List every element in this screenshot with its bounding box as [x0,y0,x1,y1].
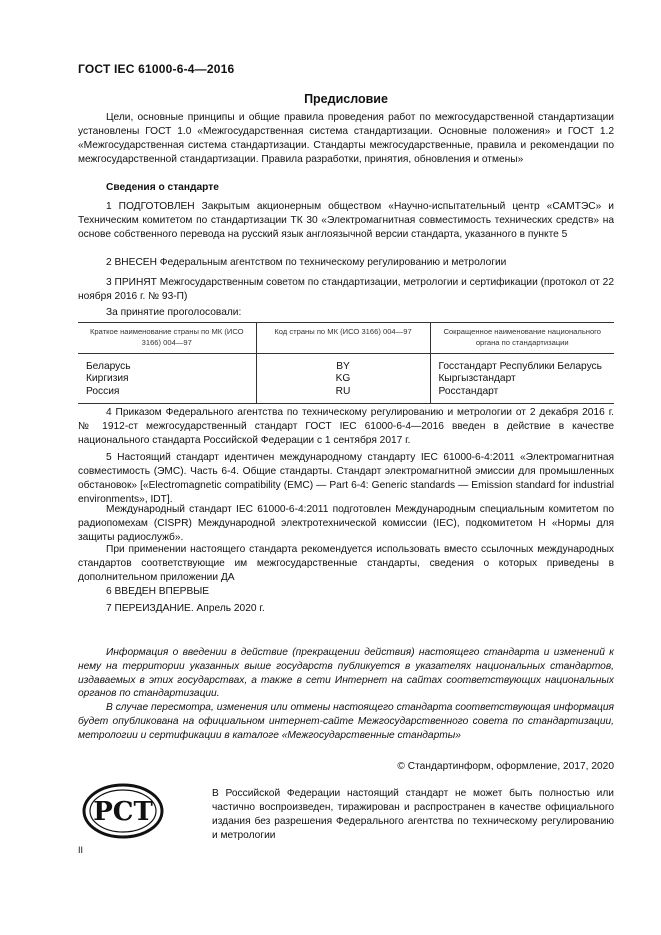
table-cell-body: Росстандарт [438,385,499,397]
logo-text: РСТ [93,797,153,827]
item-4-order: 4 Приказом Федерального агентства по техническому регулированию и метрологии от 2 декабря 2016 г. № 1912-ст межгосударственный стандарт ГОСТ IEC 61000-6-4—2016 введен в действие в качестве национального стандарта Российской Федерации с 1 сентября 2017 г. [78,407,614,446]
table-cell-country: Беларусь [86,361,131,372]
table-row [78,354,614,404]
item-2-introduced: 2 ВНЕСЕН Федеральным агентством по техническому регулированию и метрологии [106,257,507,268]
item-5-prepared-by: Международный стандарт IEC 61000-6-4:2011 подготовлен Международным специальным комитетом по радиопомехам (CISPR) Международной электротехнической комиссии (IEC), подкомитетом H «Нормы для защиты радиослужб». [78,504,614,543]
page-title: Предисловие [304,92,388,106]
table-cell-body: Госстандарт Республики Беларусь [438,361,602,372]
voted-label: За принятие проголосовали: [106,307,242,318]
item-1-prepared: 1 ПОДГОТОВЛЕН Закрытым акционерным обществом «Научно-испытательный центр «САМТЭС» и Техническим комитетом по стандартизации ТК 30 «Электромагнитная совместимость технических средств» на основе собственного перевода на русский язык англоязычной версии стандарта, указанного в пункте 5 [78,201,614,240]
header-country: Краткое наименование страны по МК (ИСО 3166) 004—97 [78,323,256,354]
table-cell-code: BY [336,361,350,372]
header-body: Сокращенное наименование национального органа по стандартизации [430,323,614,354]
info-notice-second: В случае пересмотра, изменения или отмены настоящего стандарта соответствующая информация будет опубликована на официальном интернет-сайте Межгосударственного совета по стандартизации, метрологии и сертификации в каталоге «Межгосударственные стандарты» [78,702,614,741]
code-column [256,354,430,404]
copyright-line: © Стандартинформ, оформление, 2017, 2020 [397,761,614,772]
header-code: Код страны по МК (ИСО 3166) 004—97 [256,323,430,354]
page-number: II [78,845,84,855]
item-3-adopted: 3 ПРИНЯТ Межгосударственным советом по стандартизации, метрологии и сертификации (протокол от 22 ноября 2016 г. № 93-П) [78,277,614,302]
rst-mark-icon [82,783,164,839]
item-7-reissue: 7 ПЕРЕИЗДАНИЕ. Апрель 2020 г. [106,603,265,614]
document-code: ГОСТ IEC 61000-6-4—2016 [78,62,235,76]
country-column [78,354,256,404]
item-5-identical: 5 Настоящий стандарт идентичен международному стандарту IEC 61000-6-4:2011 «Электромагнитная совместимость (ЭМС). Часть 6-4. Общие стандарты. Стандарт электромагнитной эмиссии для промышленных обстановок» [«Electromagnetic compatibility (EMC) — Part 6-4: Generic standards — Emission standard for industrial environments», IDT]. [78,452,614,505]
table-cell-country: Киргизия [86,373,129,385]
item-5-references: При применении настоящего стандарта рекомендуется использовать вместо ссылочных международных стандартов соответствующие им межгосударственные стандарты, сведения о которых приведены в дополнительном приложении ДА [78,544,614,583]
table-header-row [78,323,614,354]
body-column [430,354,614,404]
table-cell-code: KG [335,373,351,385]
table-cell-country: Россия [86,385,120,397]
legal-notice: В Российской Федерации настоящий стандарт не может быть полностью или частично воспроизведен, тиражирован и распространен в качестве официального издания без разрешения Федерального агентства по техническому регулированию и метрологии [212,788,614,841]
item-6-first-introduced: 6 ВВЕДЕН ВПЕРВЫЕ [106,586,210,597]
table-cell-body: Кыргызстандарт [438,373,516,385]
intro-paragraph: Цели, основные принципы и общие правила проведения работ по межгосударственной стандартизации установлены ГОСТ 1.0 «Межгосударственная система стандартизации. Основные положения» и ГОСТ 1.2 «Межгосударственная система стандартизации. Стандарты межгосударственные, правила и рекомендации по межгосударственной стандартизации. Правила разработки, принятия, обновления и отмены» [78,112,614,165]
info-heading: Сведения о стандарте [106,182,219,193]
table-cell-code: RU [335,385,351,397]
voting-table [78,322,614,404]
info-notice-first: Информация о введении в действие (прекращении действия) настоящего стандарта и изменений к нему на территории указанных выше государств публикуется в указателях национальных стандартов, издаваемых в этих государствах, а также в сети Интернет на сайтах соответствующих национальных органов по стандартизации. [78,647,614,700]
